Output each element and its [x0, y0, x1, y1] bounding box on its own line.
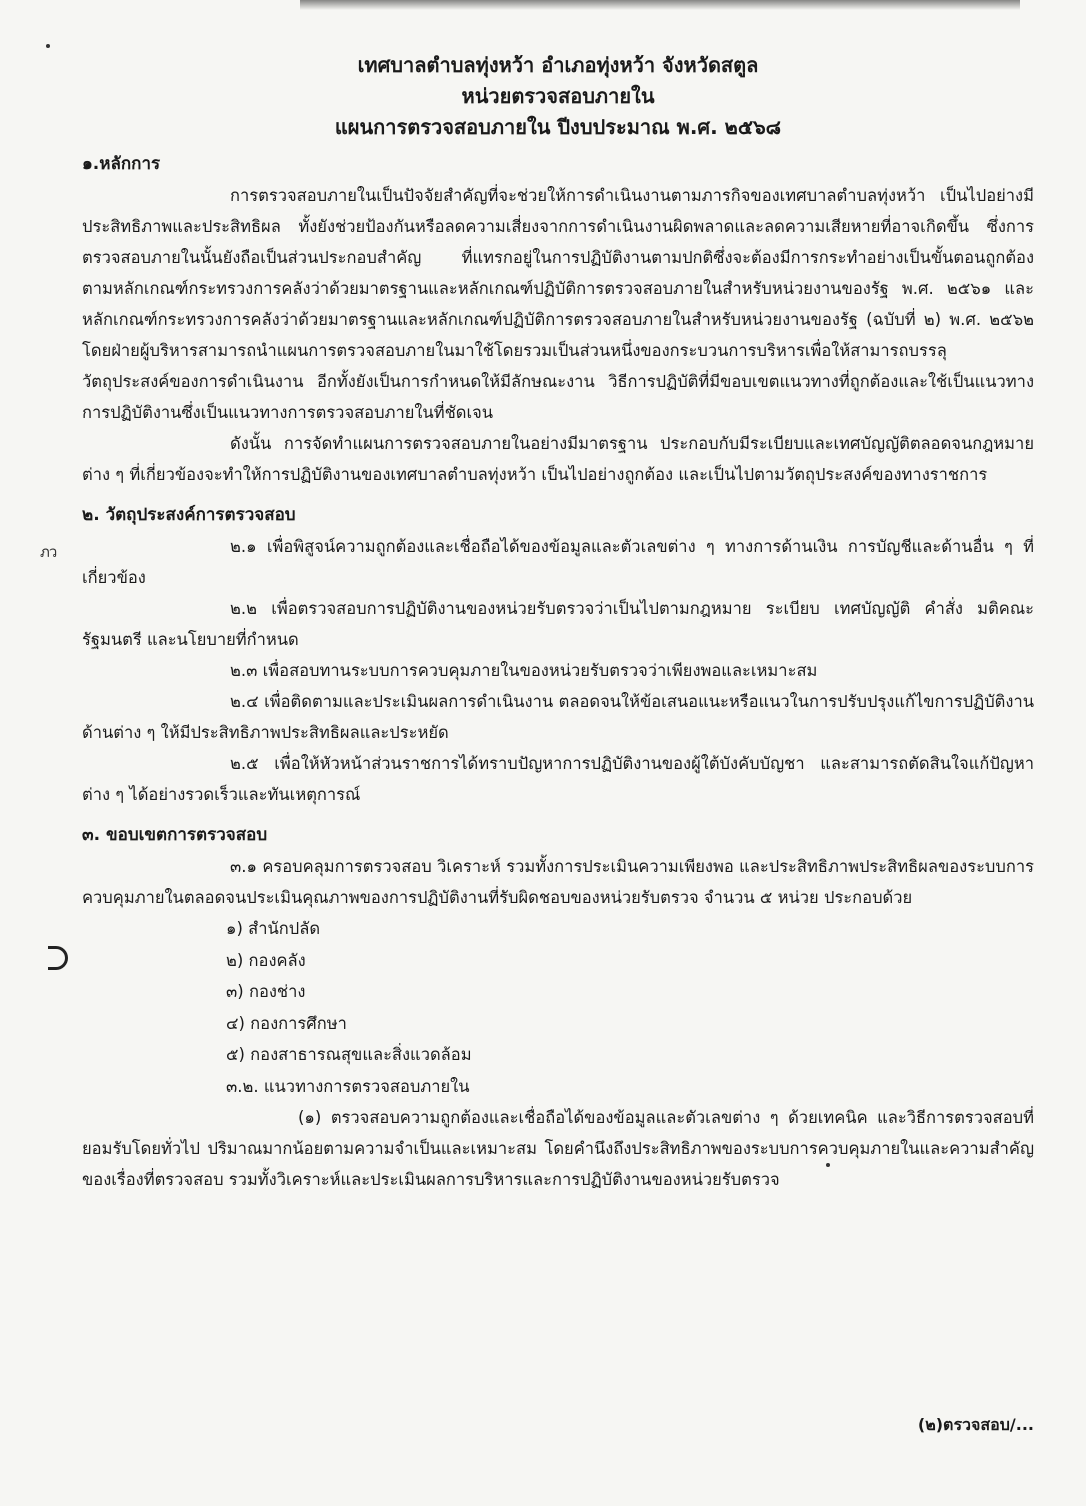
- continuation-reference: (๒)ตรวจสอบ/...: [917, 1415, 1034, 1434]
- document-page: [82, 50, 1034, 1195]
- scan-top-edge: [300, 0, 1020, 10]
- subsection-3-2-heading: ๓.๒. แนวทางการตรวจสอบภายใน: [226, 1076, 470, 1096]
- objective-item: ๒.๕ เพื่อให้หัวหน้าส่วนราชการได้ทราบปัญหาการปฏิบัติงานของผู้ใต้บังคับบัญชา และสามารถตัดสินใจแก้ปัญหาต่าง ๆ ได้อย่างรวดเร็วและทันเหตุการณ์: [82, 754, 1034, 804]
- title-unit: หน่วยตรวจสอบภายใน: [461, 84, 655, 108]
- unit-list-item: ๓) กองช่าง: [226, 982, 306, 1001]
- guideline-paragraph: (๑) ตรวจสอบความถูกต้องและเชื่อถือได้ของข้อมูลและตัวเลขต่าง ๆ ด้วยเทคนิค และวิธีการตรวจสอบที่ยอมรับโดยทั่วไป ปริมาณมากน้อยตามความจำเป็นและเหมาะสม โดยคำนึงถึงประสิทธิภาพของระบบการควบคุมภายในและความสำคัญของเรื่องที่ตรวจสอบ รวมทั้งวิเคราะห์และประเมินผลการบริหารและการปฏิบัติงานของหน่วยรับตรวจ: [82, 1108, 1034, 1189]
- document-title: [82, 50, 1034, 143]
- section-3-heading: ๓. ขอบเขตการตรวจสอบ: [82, 825, 268, 845]
- section-1-paragraph-1: การตรวจสอบภายในเป็นปัจจัยสำคัญที่จะช่วยให้การดำเนินงานตามภารกิจของเทศบาลตำบลทุ่งหว้า เป็นไปอย่างมีประสิทธิภาพและประสิทธิผล ทั้งยังช่วยป้องกันหรือลดความเสี่ยงจากการดำเนินงานผิดพลาดและลดความเสียหายที่อาจเกิดขึ้น ซึ่งการตรวจสอบภายในนั้นยังถือเป็นส่วนประกอบสำคัญ ที่แทรกอยู่ในการปฏิบัติงานตามปกติซึ่งจะต้องมีการกระทำอย่างเป็นขั้นตอนถูกต้อง ตามหลักเกณฑ์กระทรวงการคลังว่าด้วยมาตรฐานและหลักเกณฑ์ปฏิบัติการตรวจสอบภายในสำหรับหน่วยงานของรัฐ พ.ศ. ๒๕๖๑ และหลักเกณฑ์กระทรวงการคลังว่าด้วยมาตรฐานและหลักเกณฑ์ปฏิบัติการตรวจสอบภายในสำหรับหน่วยงานของรัฐ (ฉบับที่ ๒) พ.ศ. ๒๕๖๒ โดยฝ่ายผู้บริหารสามารถนำแผนการตรวจสอบภายในมาใช้โดยรวมเป็นส่วนหนึ่งของกระบวนการบริหารเพื่อให้สามารถบรรลุวัตถุประสงค์ของการดำเนินงาน อีกทั้งยังเป็นการกำหนดให้มีลักษณะงาน วิธีการปฏิบัติที่มีขอบเขตแนวทางที่ถูกต้องและใช้เป็นแนวทางการปฏิบัติงานซึ่งเป็นแนวทางการตรวจสอบภายในที่ชัดเจน: [82, 186, 1034, 422]
- title-organization: เทศบาลตำบลทุ่งหว้า อำเภอทุ่งหว้า จังหวัดสตูล: [357, 53, 759, 77]
- section-2-heading: ๒. วัตถุประสงค์การตรวจสอบ: [82, 505, 296, 525]
- scope-paragraph: ๓.๑ ครอบคลุมการตรวจสอบ วิเคราะห์ รวมทั้งการประเมินความเพียงพอ และประสิทธิภาพประสิทธิผลของระบบการควบคุมภายในตลอดจนประเมินคุณภาพของการปฏิบัติงานที่รับผิดชอบของหน่วยรับตรวจ จำนวน ๕ หน่วย ประกอบด้วย: [82, 857, 1034, 907]
- objective-item: ๒.๒ เพื่อตรวจสอบการปฏิบัติงานของหน่วยรับตรวจว่าเป็นไปตามกฎหมาย ระเบียบ เทศบัญญัติ คำสั่ง มติคณะรัฐมนตรี และนโยบายที่กำหนด: [82, 599, 1034, 649]
- unit-list-item: ๒) กองคลัง: [226, 950, 306, 970]
- objective-item: ๒.๔ เพื่อติดตามและประเมินผลการดำเนินงาน ตลอดจนให้ข้อเสนอแนะหรือแนวในการปรับปรุงแก้ไขการปฏิบัติงานด้านต่าง ๆ ให้มีประสิทธิภาพประสิทธิผลและประหยัด: [82, 692, 1034, 742]
- section-1-paragraph-2: ดังนั้น การจัดทำแผนการตรวจสอบภายในอย่างมีมาตรฐาน ประกอบกับมีระเบียบและเทศบัญญัติตลอดจนกฎหมายต่าง ๆ ที่เกี่ยวข้องจะทำให้การปฏิบัติงานของเทศบาลตำบลทุ่งหว้า เป็นไปอย่างถูกต้อง และเป็นไปตามวัตถุประสงค์ของทางราชการ: [82, 434, 1034, 484]
- objective-item: ๒.๓ เพื่อสอบทานระบบการควบคุมภายในของหน่วยรับตรวจว่าเพียงพอและเหมาะสม: [230, 661, 818, 680]
- margin-handwriting: ภว: [40, 543, 57, 561]
- unit-list-item: ๑) สำนักปลัด: [226, 919, 321, 938]
- margin-hole-mark: [48, 946, 68, 970]
- section-1-heading: ๑.หลักการ: [82, 154, 161, 174]
- unit-list: [82, 913, 1034, 1102]
- scan-speck: [46, 44, 50, 48]
- title-plan: แผนการตรวจสอบภายใน ปีงบประมาณ พ.ศ. ๒๕๖๘: [334, 115, 782, 139]
- unit-list-item: ๔) กองการศึกษา: [226, 1013, 347, 1033]
- objective-item: ๒.๑ เพื่อพิสูจน์ความถูกต้องและเชื่อถือได้ของข้อมูลและตัวเลขต่าง ๆ ทางการด้านเงิน การบัญชีและด้านอื่น ๆ ที่เกี่ยวข้อง: [82, 537, 1034, 587]
- unit-list-item: ๕) กองสาธารณสุขและสิ่งแวดล้อม: [226, 1045, 472, 1064]
